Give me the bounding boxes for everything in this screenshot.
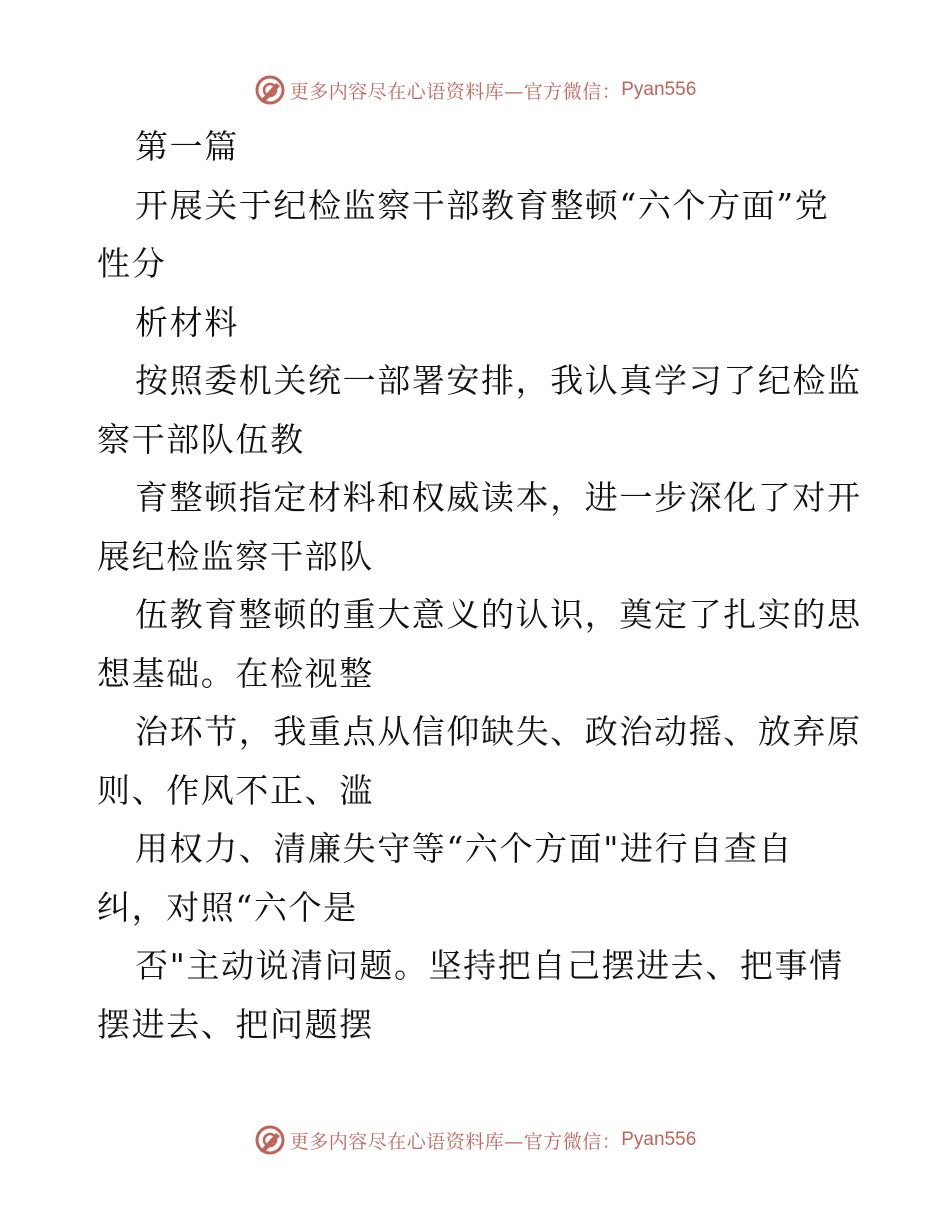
text-line: 则、作风不正、滥: [97, 770, 374, 810]
document-body: [97, 118, 862, 1054]
text-line: 用权力、清廉失守等“六个方面"进行自查自: [135, 829, 794, 868]
text-line: 展纪检监察干部队: [97, 536, 374, 576]
text-line: 想基础。在检视整: [97, 653, 374, 693]
text-line: 摆进去、把问题摆: [97, 1004, 374, 1044]
text-line: 否"主动说清问题。坚持把自己摆进去、把事情: [135, 946, 844, 985]
text-line: 第一篇: [135, 127, 239, 166]
text-line: 育整顿指定材料和权威读本，进一步深化了对开: [135, 478, 862, 517]
text-line: 纠，对照“六个是: [97, 887, 358, 927]
header-banner: [0, 70, 950, 110]
text-line: 察干部队伍教: [97, 419, 305, 459]
header-banner-text: 更多内容尽在心语资料库—官方微信：: [289, 80, 622, 103]
header-banner-wechat-id: Pyan556: [621, 79, 697, 100]
footer-banner: [0, 1120, 950, 1160]
pen-logo-icon: [254, 74, 286, 106]
footer-banner-text: 更多内容尽在心语资料库—官方微信：: [289, 1130, 622, 1153]
text-line: 伍教育整顿的重大意义的认识，奠定了扎实的思: [135, 595, 862, 634]
footer-banner-wechat-id: Pyan556: [621, 1129, 697, 1150]
text-line: 治环节，我重点从信仰缺失、政治动摇、放弃原: [135, 712, 862, 751]
text-line: 性分: [97, 244, 167, 283]
text-line: 开展关于纪检监察干部教育整顿“六个方面”党: [135, 185, 830, 225]
text-line: 按照委机关统一部署安排，我认真学习了纪检监: [135, 361, 862, 400]
text-line: 析材料: [135, 302, 239, 342]
pen-logo-icon: [254, 1124, 286, 1156]
